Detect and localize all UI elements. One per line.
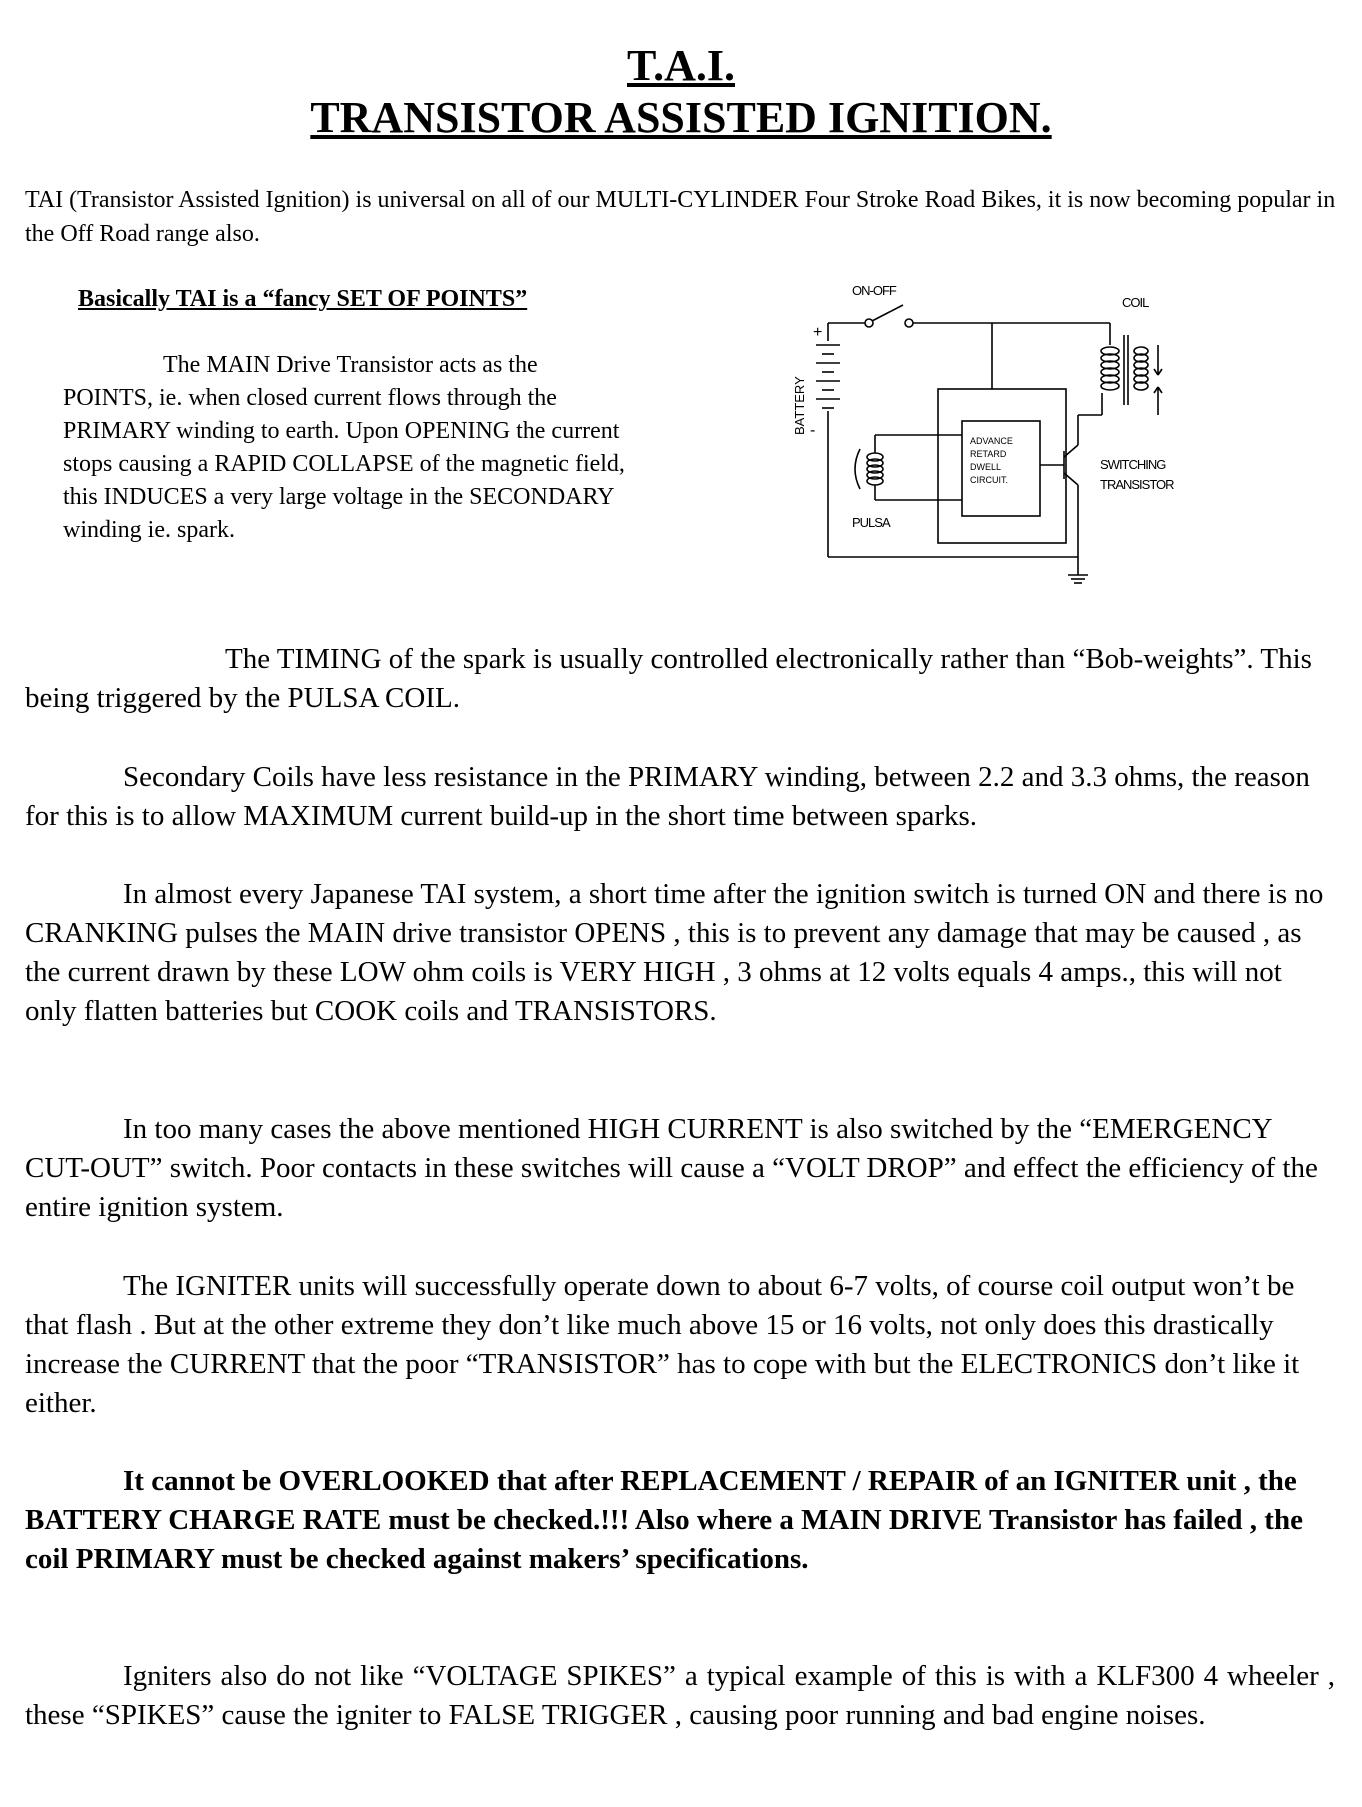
ignition-coil-symbol xyxy=(1101,335,1162,415)
plus-label: + xyxy=(813,324,823,341)
japanese-paragraph xyxy=(25,875,1335,1031)
box-label-3: DWELL xyxy=(970,462,1002,472)
coil-label: COIL xyxy=(1122,295,1149,310)
battery-label: BATTERY xyxy=(792,376,807,435)
page-title: T.A.I. xyxy=(627,41,735,90)
timing-text: The TIMING of the spark is usually controlled electronically rather than “Bob-weights”. This being triggered by the PULSA COIL. xyxy=(25,643,1312,714)
emergency-paragraph xyxy=(25,1110,1335,1227)
warning-paragraph xyxy=(25,1462,1335,1579)
japanese-text: In almost every Japanese TAI system, a short time after the ignition switch is turned ON and there is no CRANKING pulses the MAIN drive transistor OPENS , this is to prevent any damage that may be caused , as the current drawn by these LOW ohm coils is VERY HIGH , 3 ohms at 12 volts equals 4 amps., this will not only flatten batteries but COOK coils and TRANSISTORS. xyxy=(25,878,1324,1027)
battery-symbol xyxy=(816,345,840,408)
basic-paragraph xyxy=(63,349,633,547)
page-subtitle: TRANSISTOR ASSISTED IGNITION. xyxy=(310,93,1052,142)
transistor-label: TRANSISTOR xyxy=(1100,477,1174,492)
spikes-paragraph xyxy=(25,1657,1335,1735)
basic-text: The MAIN Drive Transistor acts as the POINTS, ie. when closed current flows through the PRIMARY winding to earth. Upon OPENING the current stops causing a RAPID COLLAPSE of the magnetic field, this INDUCES a very large voltage in the SECONDARY winding ie. spark. xyxy=(63,352,625,543)
secondary-paragraph xyxy=(25,758,1335,836)
box-label-4: CIRCUIT. xyxy=(970,475,1008,485)
switching-label: SWITCHING xyxy=(1100,457,1166,472)
pulsa-label: PULSA xyxy=(852,515,890,530)
on-off-label: ON-OFF xyxy=(852,283,896,298)
box-label-1: ADVANCE xyxy=(970,436,1013,446)
ignition-circuit-diagram xyxy=(780,275,1200,595)
spikes-text: Igniters also do not like “VOLTAGE SPIKES” a typical example of this is with a KLF300 4 wheeler , these “SPIKES” cause the igniter to FALSE TRIGGER , causing poor running and bad engine noises. xyxy=(25,1660,1335,1731)
igniter-text: The IGNITER units will successfully operate down to about 6-7 volts, of course coil output won’t be that flash . But at the other extreme they don’t like much above 15 or 16 volts, not only does this drastically increase the CURRENT that the poor “TRANSISTOR” has to cope with but the ELECTRONICS don’t like it either. xyxy=(25,1270,1300,1419)
pulsa-coil xyxy=(855,449,883,489)
ground-symbol xyxy=(1068,557,1088,583)
emergency-text: In too many cases the above mentioned HIGH CURRENT is also switched by the “EMERGENCY CUT-OUT” switch. Poor contacts in these switches will cause a “VOLT DROP” and effect the efficiency of the entire ignition system. xyxy=(25,1113,1318,1223)
igniter-paragraph xyxy=(25,1267,1335,1423)
box-label-2: RETARD xyxy=(970,449,1007,459)
intro-paragraph: TAI (Transistor Assisted Ignition) is universal on all of our MULTI-CYLINDER Four Stroke Road Bikes, it is now becoming popular in the Off Road range also. xyxy=(25,187,1336,247)
basic-heading: Basically TAI is a “fancy SET OF POINTS” xyxy=(78,286,528,312)
switching-transistor-symbol xyxy=(1040,415,1078,527)
timing-paragraph xyxy=(25,640,1335,718)
warning-text: It cannot be OVERLOOKED that after REPLACEMENT / REPAIR of an IGNITER unit , the BATTERY CHARGE RATE must be checked.!!! Also where a MAIN DRIVE Transistor has failed , the coil PRIMARY must be checked against makers’ specifications. xyxy=(25,1465,1303,1575)
secondary-text: Secondary Coils have less resistance in the PRIMARY winding, between 2.2 and 3.3 ohms, the reason for this is to allow MAXIMUM current build-up in the short time between sparks. xyxy=(25,761,1310,832)
minus-label: - xyxy=(810,422,816,439)
